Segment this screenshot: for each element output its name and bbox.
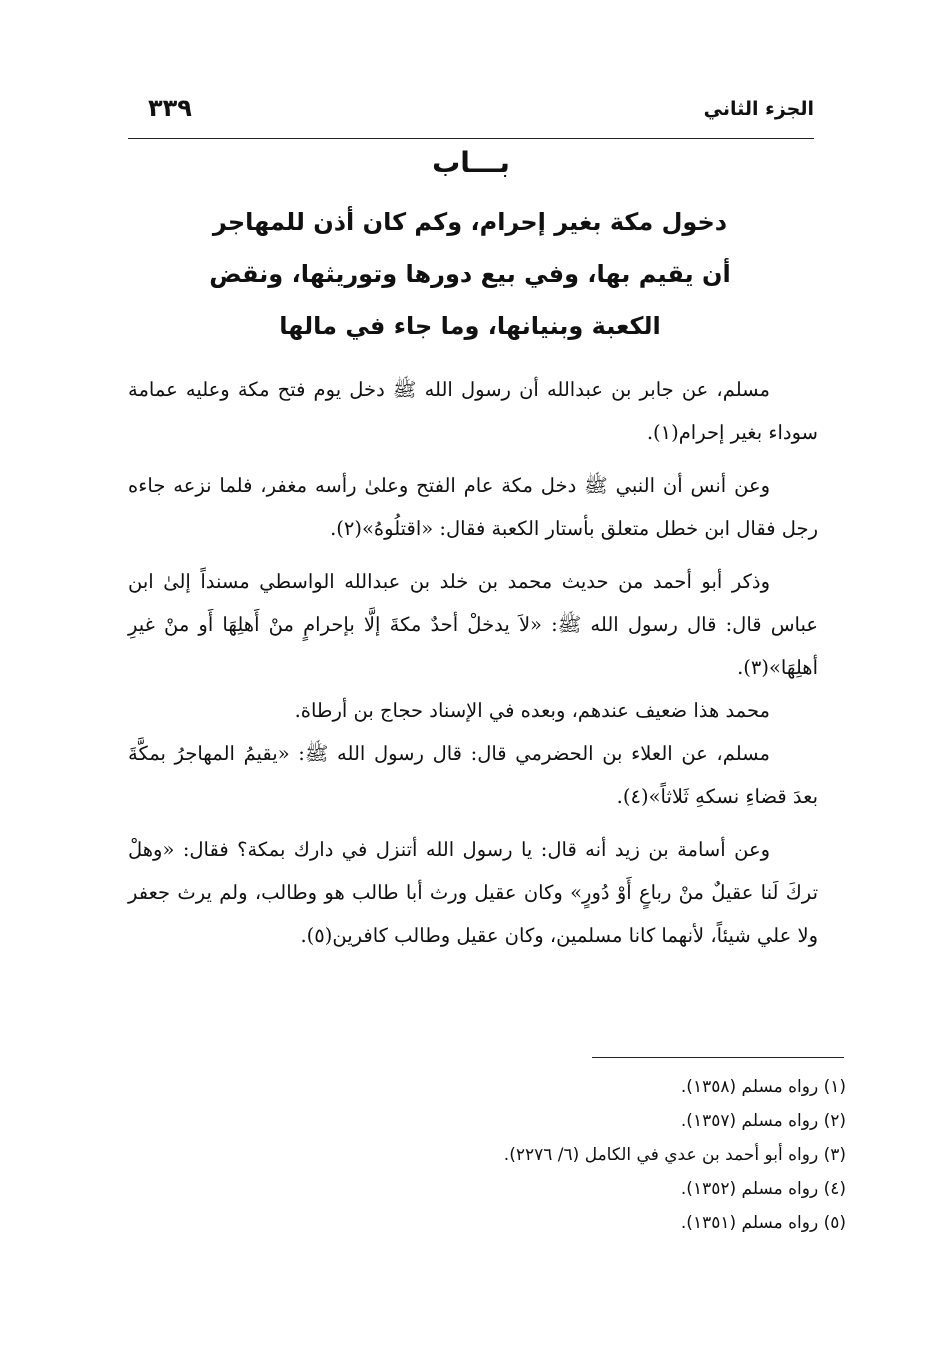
footnote: (٥) رواه مسلم (١٣٥١). bbox=[680, 1213, 846, 1233]
chapter-label: بـــاب bbox=[432, 146, 510, 179]
paragraph: وذكر أبو أحمد من حديث محمد بن خلد بن عبدالله الواسطي مسنداً إلىٰ ابن عباس قال: قال رسول الله ﷺ: «لاَ يدخلْ أحدٌ مكةَ إلَّا بإحرامٍ منْ أَهلِهَا أَو منْ غيرِ أهلِهَا»(٣). bbox=[128, 570, 818, 679]
main-text bbox=[128, 368, 818, 967]
chapter-title-line: أن يقيم بها، وفي بيع دورها وتوريثها، ونقض bbox=[209, 260, 731, 288]
paragraph: وعن أسامة بن زيد أنه قال: يا رسول الله أتنزل في دارك بمكة؟ فقال: «وهلْ تركَ لَنا عقيلٌ منْ رباعٍ أَوْ دُورٍ» وكان عقيل ورث أبا طالب هو وطالب، ولم يرث جعفر ولا علي شيئاً، لأنهما كانا مسلمين، وكان عقيل وطالب كافرين(٥). bbox=[128, 838, 818, 947]
paragraph: وعن أنس أن النبي ﷺ دخل مكة عام الفتح وعلىٰ رأسه مغفر، فلما نزعه جاءه رجل فقال ابن خطل متعلق بأستار الكعبة فقال: «اقتلُوهُ»(٢). bbox=[128, 474, 818, 540]
footnote: (٤) رواه مسلم (١٣٥٢). bbox=[680, 1179, 846, 1199]
chapter-title bbox=[180, 196, 760, 352]
paragraph: محمد هذا ضعيف عندهم، وبعده في الإسناد حجاج بن أرطاة. bbox=[294, 699, 770, 722]
chapter-title-line: دخول مكة بغير إحرام، وكم كان أذن للمهاجر bbox=[212, 208, 728, 236]
footnote: (٣) رواه أبو أحمد بن عدي في الكامل (٦/ ٢٢٧٦). bbox=[503, 1145, 846, 1165]
page-header bbox=[128, 94, 814, 139]
footnotes bbox=[128, 1070, 846, 1240]
running-title: الجزء الثاني bbox=[703, 98, 814, 120]
footnote-separator bbox=[592, 1057, 844, 1058]
paragraph: مسلم، عن العلاء بن الحضرمي قال: قال رسول الله ﷺ: «يقيمُ المهاجرُ بمكَّةَ بعدَ قضاءِ نسكهِ ثَلاثاً»(٤). bbox=[128, 742, 818, 808]
footnote: (٢) رواه مسلم (١٣٥٧). bbox=[680, 1111, 846, 1131]
footnote: (١) رواه مسلم (١٣٥٨). bbox=[680, 1077, 846, 1097]
chapter-title-line: الكعبة وبنيانها، وما جاء في مالها bbox=[279, 312, 661, 340]
paragraph: مسلم، عن جابر بن عبدالله أن رسول الله ﷺ دخل يوم فتح مكة وعليه عمامة سوداء بغير إحرام(١). bbox=[128, 378, 818, 444]
page-number: ٣٣٩ bbox=[148, 94, 192, 122]
